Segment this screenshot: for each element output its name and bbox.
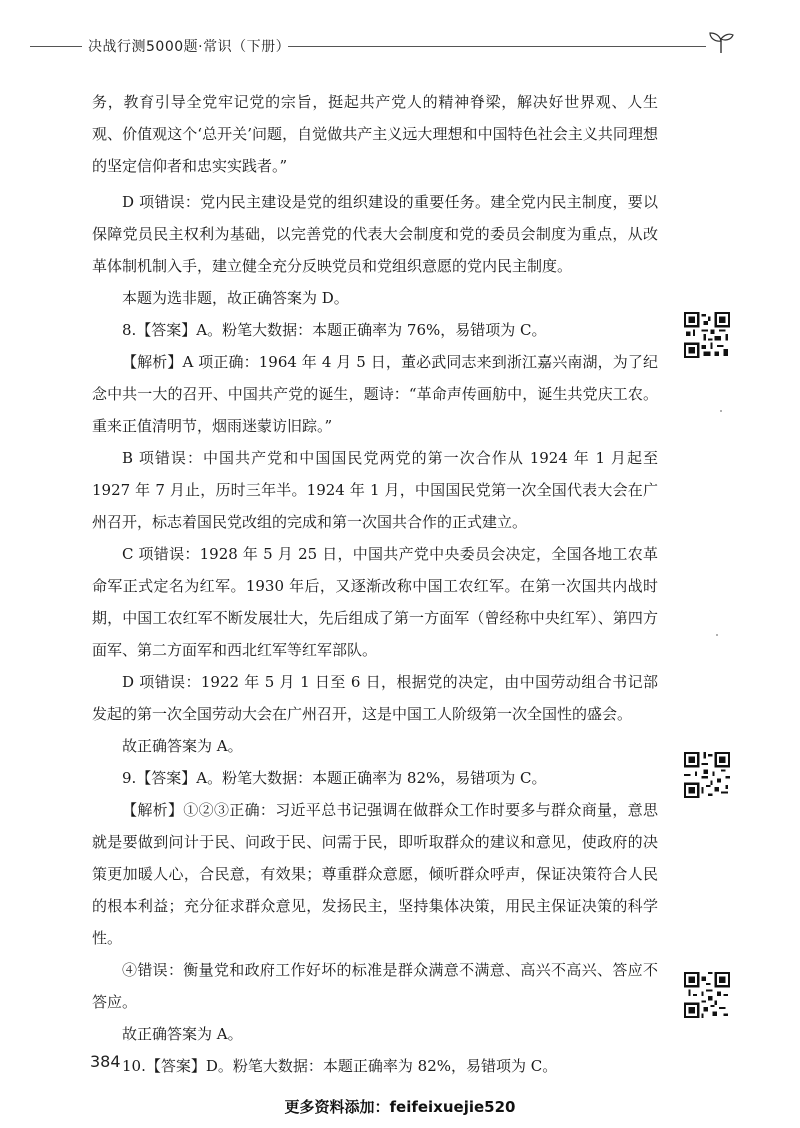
question-8-conclusion: 故正确答案为 A。 [122, 737, 243, 755]
qr-code-icon[interactable] [684, 752, 730, 798]
paragraph-continuation: 务，教育引导全党牢记党的宗旨，挺起共产党人的精神脊梁，解决好世界观、人生观、价值观这个‘总开关’问题，自觉做共产主义远大理想和中国特色社会主义共同理想的坚定信仰者和忠实实践者。” [92, 93, 658, 175]
footer-note: 更多资料添加：feifeixuejie520 [284, 1098, 516, 1116]
question-10-answer: 10.【答案】D。粉笔大数据：本题正确率为 82%，易错项为 C。 [122, 1057, 558, 1075]
question-9-analysis: 【解析】①②③正确：习近平总书记强调在做群众工作时要多与群众商量，意思就是要做到问计于民、问政于民、问需于民，即听取群众的建议和意见，使政府的决策更加暖人心，合民意，有效果；尊重群众意愿，倾听群众呼声，保证决策符合人民的根本利益；充分征求群众意见，发扬民主，坚持集体决策，用民主保证决策的科学性。 [92, 801, 658, 947]
question-9-option-4: ④错误：衡量党和政府工作好坏的标准是群众满意不满意、高兴不高兴、答应不答应。 [92, 961, 658, 1011]
question-8-analysis: 【解析】A 项正确：1964 年 4 月 5 日，董必武同志来到浙江嘉兴南湖，为了纪念中共一大的召开、中国共产党的诞生，题诗：“革命声传画舫中，诞生共党庆工农。重来正值清明节，烟雨迷蒙访旧踪。” [92, 353, 658, 435]
running-header [0, 34, 800, 56]
article-body [92, 86, 658, 1082]
scan-speck [720, 410, 722, 412]
question-8-option-d: D 项错误：1922 年 5 月 1 日至 6 日，根据党的决定，由中国劳动组合书记部发起的第一次全国劳动大会在广州召开，这是中国工人阶级第一次全国性的盛会。 [92, 673, 658, 723]
scan-speck [716, 634, 718, 636]
question-8-option-c: C 项错误：1928 年 5 月 25 日，中国共产党中央委员会决定，全国各地工农革命军正式定名为红军。1930 年后，又逐渐改称中国工农红军。在第一次国共内战时期，中国工农红军不断发展壮大，先后组成了第一方面军（曾经称中央红军）、第四方面军、第二方面军和西北红军等红军部队。 [92, 545, 658, 659]
header-rule-left [30, 46, 82, 47]
question-8-answer: 8.【答案】A。粉笔大数据：本题正确率为 76%，易错项为 C。 [122, 321, 547, 339]
header-rule-right [288, 46, 706, 47]
question-9-answer: 9.【答案】A。粉笔大数据：本题正确率为 82%，易错项为 C。 [122, 769, 547, 787]
qr-code-icon[interactable] [684, 312, 730, 358]
book-title: 决战行测5000题·常识（下册） [88, 39, 291, 55]
paragraph-option-d: D 项错误：党内民主建设是党的组织建设的重要任务。建全党内民主制度，要以保障党员民主权利为基础，以完善党的代表大会制度和党的委员会制度为重点，从改革体制机制入手，建立健全充分反映党员和党组织意愿的党内民主制度。 [92, 193, 658, 275]
question-8-option-b: B 项错误：中国共产党和中国国民党两党的第一次合作从 1924 年 1 月起至 1927 年 7 月止，历时三年半。1924 年 1 月，中国国民党第一次全国代表大会在广州召开，标志着国民党改组的完成和第一次国共合作的正式建立。 [92, 449, 658, 531]
qr-code-icon[interactable] [684, 972, 730, 1018]
sprout-icon [706, 30, 736, 54]
paragraph-answer-note: 本题为选非题，故正确答案为 D。 [122, 289, 349, 307]
question-9-conclusion: 故正确答案为 A。 [122, 1025, 243, 1043]
page-number: 384 [90, 1052, 121, 1071]
